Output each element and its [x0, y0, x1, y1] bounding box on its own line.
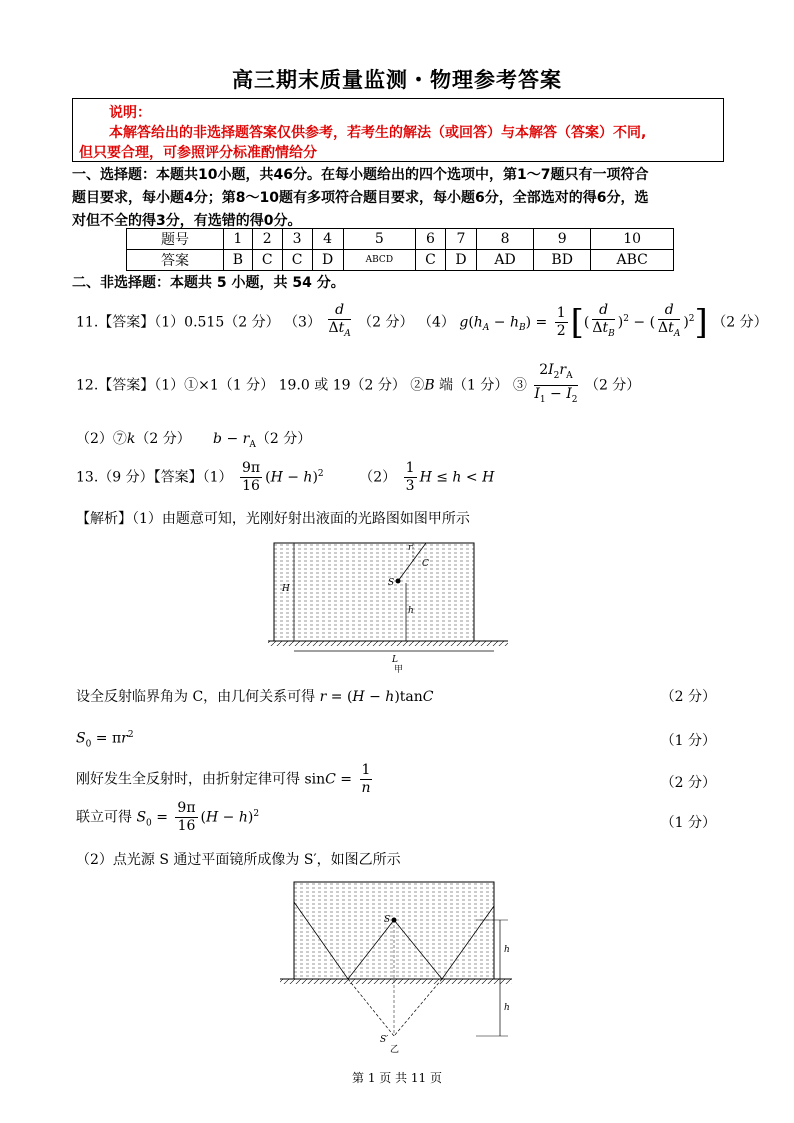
- q12-answer-1: 12.【答案】（1）①×1（1 分） 19.0 或 19（2 分） ②B 端（1 分） ③ $\frac{2I_2r_A}{I_1 - I_2}$ （2 分）: [76, 362, 641, 405]
- q13-step-2: $S_0 = \pi r^2$: [76, 730, 134, 750]
- label-C: C: [422, 559, 429, 569]
- label-S: S: [388, 578, 395, 588]
- label-L: L: [392, 655, 398, 665]
- q12-answer-2: （2）⑦k（2 分） $b - r_A(2$ 分）: [76, 431, 312, 450]
- table-row: 答案 B C C D ABCD C D AD BD ABC: [127, 250, 674, 271]
- table-header-cell: 题号: [127, 229, 224, 250]
- q11-answer: 11.【答案】（1）0.515（2 分） （3） $\frac{d}{\Delta t_A}$ （2 分） （4） $g(h_A - h_B)$ = $\frac{1}{2}$ [( $\frac{d}{\Delta t_B}$ )$^2$ − ( $\frac{d}{\Delta t_A}$ )$^2$] （2 分）: [76, 302, 768, 343]
- note-line-2: 但只要合理，可参照评分标准酌情给分: [79, 145, 317, 161]
- figure-jia: [268, 535, 530, 675]
- label-S-prime: S′: [380, 1035, 389, 1045]
- table-row: 题号 1 2 3 4 5 6 7 8 9 10: [127, 229, 674, 250]
- section-2-intro: 二、非选择题：本题共 5 小题，共 54 分。: [72, 275, 345, 291]
- figure-yi: [276, 878, 526, 1058]
- note-heading: 说明：: [109, 105, 151, 121]
- label-H: H: [282, 584, 290, 594]
- caption-yi: 乙: [390, 1045, 400, 1055]
- label-S: S: [384, 915, 391, 925]
- q13-answer: 13.（9 分）【答案】（1） $\frac{9\pi}{16}$ $(H - h)^2$ （2） $\frac{1}{3}$ H ≤ h < H: [76, 460, 495, 494]
- page-title: 高三期末质量监测・物理参考答案: [232, 68, 562, 92]
- note-line-1: 本解答给出的非选择题答案仅供参考，若考生的解法（或回答）与本解答（答案）不同,: [109, 125, 647, 141]
- q13-step-1: 设全反射临界角为 C，由几何关系可得 r = (H − h)tanC: [76, 689, 434, 705]
- table-header-cell: 答案: [127, 250, 224, 271]
- q13-analysis: 【解析】（1）由题意可知，光刚好射出液面的光路图如图甲所示: [76, 511, 470, 527]
- caption-jia: 甲: [394, 665, 404, 675]
- label-h-upper: h: [504, 945, 510, 955]
- section-1-intro: 一、选择题：本题共10小题，共46分。在每小题给出的四个选项中，第1～7题只有一项符合 题目要求，每小题4分；第8～10题有多项符合题目要求，每小题6分，全部选对的得6分，选 对但不全的得3分，有选错的得0分。: [72, 167, 649, 229]
- page-footer: 第 1 页 共 11 页: [352, 1071, 442, 1085]
- label-r: r: [408, 543, 413, 553]
- q13-part-2: （2）点光源 S 通过平面镜所成像为 S′，如图乙所示: [76, 852, 401, 868]
- label-h-lower: h: [504, 1003, 510, 1013]
- q13-step-3: 刚好发生全反射时，由折射定律可得 sinC = $\frac{1}{n}$: [76, 762, 371, 796]
- note-box: [72, 98, 724, 162]
- label-h: h: [408, 606, 414, 616]
- q13-step-4: 联立可得 $S_0$ = $\frac{9\pi}{16}$ $(H - h)^2$: [76, 800, 260, 834]
- answer-table: [126, 228, 674, 271]
